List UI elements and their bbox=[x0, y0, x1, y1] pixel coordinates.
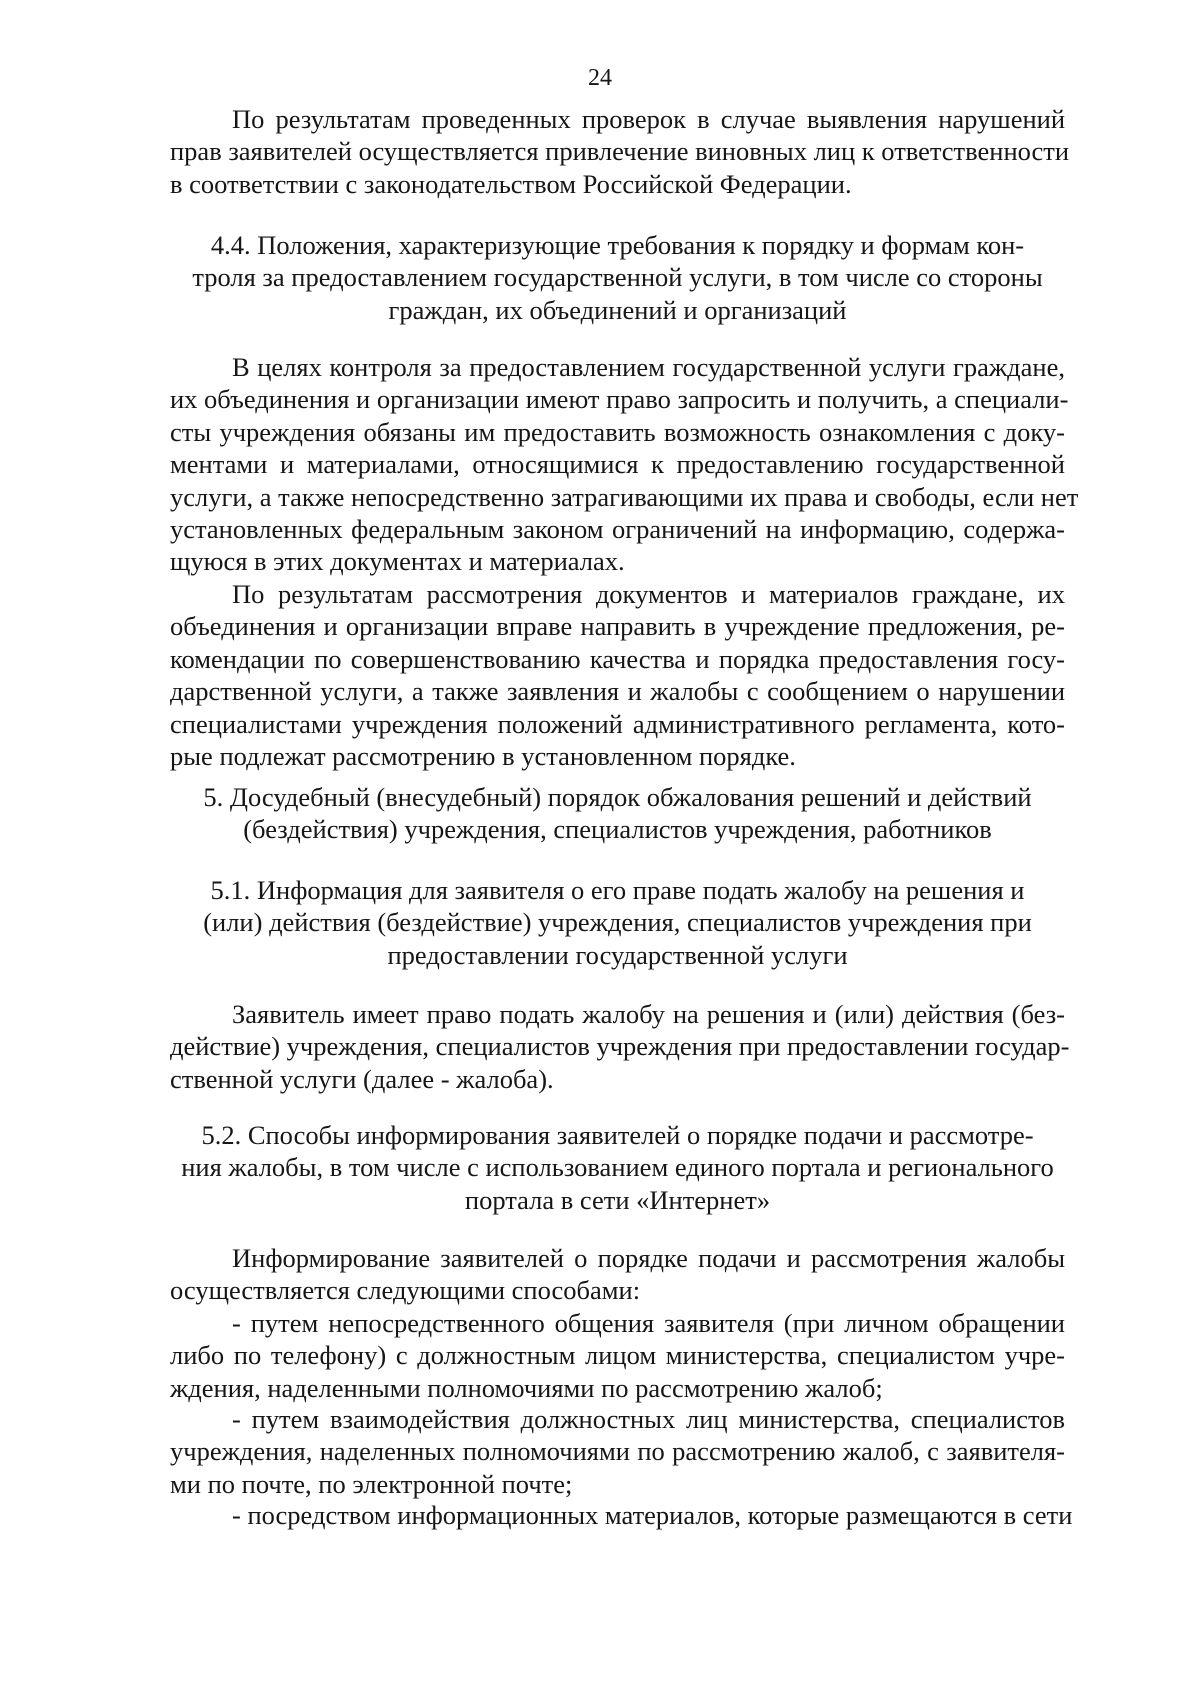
text-line: рые подлежат рассмотрению в установленном порядке. bbox=[170, 741, 796, 772]
heading-line: 4.4. Положения, характеризующие требования к порядку и формам кон- bbox=[210, 230, 1025, 260]
list-item-direct-communication bbox=[170, 1307, 1065, 1404]
heading-line: граждан, их объединений и организаций bbox=[388, 294, 847, 325]
heading-line: портала в сети «Интернет» bbox=[464, 1184, 771, 1215]
heading-line: 5.2. Способы информирования заявителей о порядке подачи и рассмотре- bbox=[201, 1120, 1034, 1150]
heading-line: ния жалобы, в том числе с использованием единого портала и регионального bbox=[181, 1152, 1054, 1183]
text-line: - путем взаимодействия должностных лиц министерства, специалистов bbox=[232, 1404, 1065, 1434]
page-number: 24 bbox=[588, 65, 612, 91]
paragraph-informing-methods bbox=[170, 1242, 1065, 1307]
text-line: действие) учреждения, специалистов учреждения при предоставлении государ- bbox=[170, 1031, 1070, 1062]
text-line: - путем непосредственного общения заявителя (при личном обращении bbox=[232, 1308, 1065, 1338]
text-line: ми по почте, по электронной почте; bbox=[170, 1468, 573, 1499]
section-heading-5-1 bbox=[170, 874, 1065, 971]
heading-line: (бездействия) учреждения, специалистов учреждения, работников bbox=[243, 814, 992, 845]
text-line: Информирование заявителей о порядке подачи и рассмотрения жалобы bbox=[232, 1243, 1065, 1273]
text-line: В целях контроля за предоставлением государственной услуги граждане, bbox=[232, 352, 1065, 382]
paragraph-violations-liability bbox=[170, 103, 1070, 200]
list-item-information-materials bbox=[170, 1499, 1073, 1531]
text-line: - посредством информационных материалов, которые размещаются в сети bbox=[232, 1500, 1073, 1530]
list-item-mail-interaction bbox=[170, 1403, 1065, 1500]
text-line: осуществляется следующими способами: bbox=[170, 1275, 641, 1306]
text-line: ственной услуги (далее - жалоба). bbox=[170, 1063, 554, 1094]
heading-line: троля за предоставлением государственной услуги, в том числе со стороны bbox=[192, 262, 1043, 293]
paragraph-control-rights bbox=[170, 351, 1079, 578]
text-line: их объединения и организации имеют право запросить и получить, а специали- bbox=[170, 384, 1069, 415]
paragraph-review-results bbox=[170, 578, 1065, 772]
text-line: По результатам проведенных проверок в случае выявления нарушений bbox=[232, 104, 1065, 134]
text-line: комендации по совершенствованию качества и порядка предоставления госу- bbox=[170, 643, 1065, 674]
text-line: сты учреждения обязаны им предоставить возможность ознакомления с доку- bbox=[170, 416, 1065, 447]
heading-line: (или) действия (бездействие) учреждения, специалистов учреждения при bbox=[203, 907, 1032, 938]
heading-line: 5. Досудебный (внесудебный) порядок обжалования решений и действий bbox=[203, 782, 1032, 812]
section-heading-4-4 bbox=[170, 229, 1065, 326]
heading-line: предоставлении государственной услуги bbox=[387, 939, 848, 970]
text-line: дарственной услуги, а также заявления и жалобы с сообщением о нарушении bbox=[170, 676, 1065, 707]
text-line: прав заявителей осуществляется привлечение виновных лиц к ответственности bbox=[170, 136, 1070, 167]
text-line: услуги, а также непосредственно затрагивающими их права и свободы, если нет bbox=[170, 481, 1079, 512]
text-line: объединения и организации вправе направить в учреждение предложения, ре- bbox=[170, 611, 1065, 642]
section-heading-5 bbox=[170, 781, 1065, 846]
text-line: либо по телефону) с должностным лицом министерства, специалистом учре- bbox=[170, 1340, 1065, 1371]
text-line: ждения, наделенными полномочиями по рассмотрению жалоб; bbox=[170, 1372, 883, 1403]
heading-line: 5.1. Информация для заявителя о его праве подать жалобу на решения и bbox=[210, 875, 1025, 905]
text-line: учреждения, наделенных полномочиями по рассмотрению жалоб, с заявителя- bbox=[170, 1436, 1065, 1467]
text-line: ментами и материалами, относящимися к предоставлению государственной bbox=[170, 449, 1065, 480]
paragraph-right-to-complain bbox=[170, 998, 1070, 1095]
text-line: специалистами учреждения положений административного регламента, кото- bbox=[170, 708, 1065, 739]
text-line: установленных федеральным законом ограничений на информацию, содержа- bbox=[170, 514, 1065, 545]
text-line: в соответствии с законодательством Российской Федерации. bbox=[170, 168, 852, 199]
text-line: щуюся в этих документах и материалах. bbox=[170, 546, 625, 577]
section-heading-5-2 bbox=[170, 1119, 1065, 1216]
text-line: Заявитель имеет право подать жалобу на решения и (или) действия (без- bbox=[232, 999, 1065, 1029]
text-line: По результатам рассмотрения документов и материалов граждане, их bbox=[232, 579, 1065, 609]
